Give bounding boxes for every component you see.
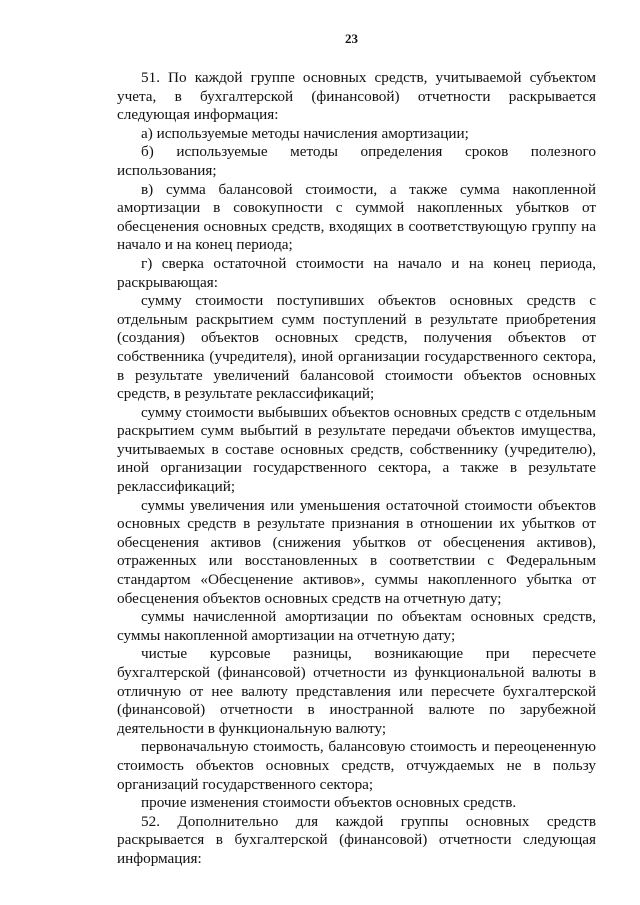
paragraph-51-intro: 51. По каждой группе основных средств, учитываемой субъектом учета, в бухгалтерской (финансовой) отчетности раскрывается следующая информация: xyxy=(117,69,596,124)
page-number: 23 xyxy=(345,31,358,46)
paragraph-other-changes: прочие изменения стоимости объектов основных средств. xyxy=(141,794,517,812)
paragraph-item-v: в) сумма балансовой стоимости, а также сумма накопленной амортизации в совокупности с суммой накопленных убытков от обесценения основных средств, входящих в соответствующую группу на начало и на конец периода; xyxy=(117,180,596,254)
paragraph-impairment: суммы увеличения или уменьшения остаточной стоимости объектов основных средств в результате признания в отношении их убытков от обесценения активов (снижения убытков от обесценения активов), отраженных или восстановленных в соответствии с Федеральным стандартом «Обесценение активов», суммы накопленного убытка от обесценения объектов основных средств на отчетную дату; xyxy=(117,496,596,607)
paragraph-item-g: г) сверка остаточной стоимости на начало и на конец периода, раскрывающая: xyxy=(117,254,596,291)
paragraph-exchange-differences: чистые курсовые разницы, возникающие при пересчете бухгалтерской (финансовой) отчетности из функциональной валюты в отличную от нее валюту представления или пересчете бухгалтерской (финансовой) отчетности в иностранной валюте по зарубежной деятельности в функциональную валюту; xyxy=(117,645,596,737)
paragraph-disposals: сумму стоимости выбывших объектов основных средств с отдельным раскрытием сумм выбытий в результате передачи объектов имущества, учитываемых в составе основных средств, собственнику (учредителю), иной организации государственного сектора, а также в результате реклассификаций; xyxy=(117,403,596,496)
paragraph-receipts: сумму стоимости поступивших объектов основных средств с отдельным раскрытием сумм поступлений в результате приобретения (создания) объектов основных средств, получения объектов от собственника (учредителя), иной организации государственного сектора, в результате увеличений балансовой стоимости объектов основных средств, в результате реклассификаций; xyxy=(117,292,596,403)
paragraph-item-a: а) используемые методы начисления амортизации; xyxy=(141,124,469,142)
paragraph-alienated-assets: первоначальную стоимость, балансовую стоимость и переоцененную стоимость объектов основных средств, отчуждаемых не в пользу организаций государственного сектора; xyxy=(117,738,596,793)
paragraph-depreciation: суммы начисленной амортизации по объектам основных средств, суммы накопленной амортизации на отчетную дату; xyxy=(117,608,596,644)
paragraph-item-b: б) используемые методы определения сроков полезного использования; xyxy=(117,143,596,179)
paragraph-52-intro: 52. Дополнительно для каждой группы основных средств раскрывается в бухгалтерской (финансовой) отчетности следующая информация: xyxy=(117,812,596,867)
